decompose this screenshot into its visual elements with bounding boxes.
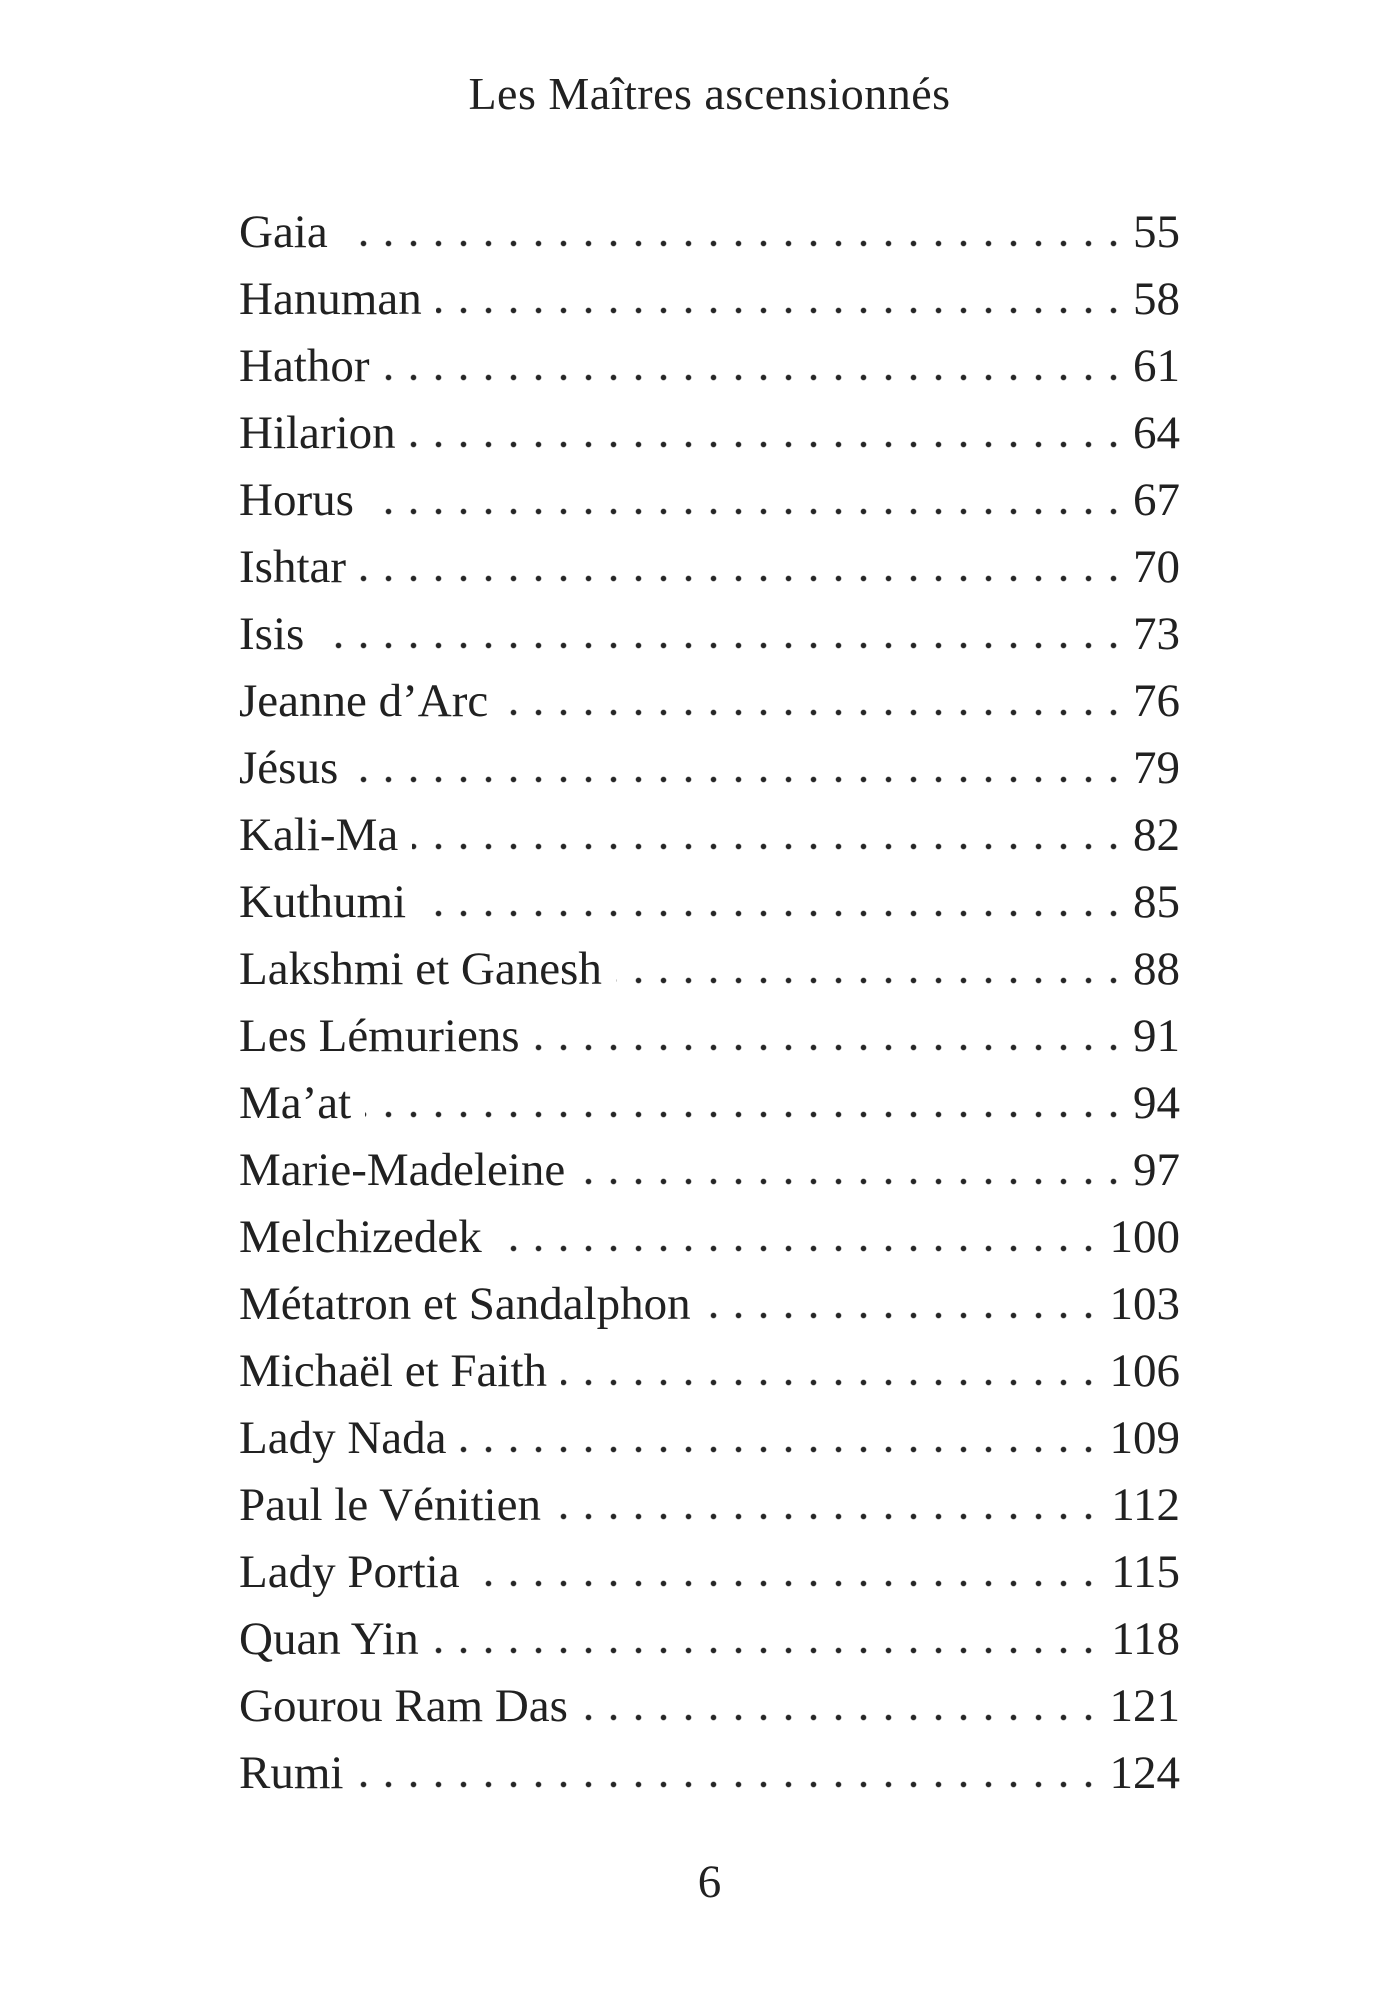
toc-entry [239,802,1180,869]
toc-entry [239,1137,1180,1204]
toc-entry [239,467,1180,534]
toc-entry [239,668,1180,735]
toc-entry [239,936,1180,1003]
toc-entry-title: Paul le Vénitien [239,1472,555,1539]
toc-entry-title: Jeanne d’Arc [239,668,502,735]
toc-entry-title: Kuthumi [239,869,420,936]
toc-entry [239,266,1180,333]
toc-entry [239,1338,1180,1405]
toc-entry-page-number: 58 [1124,266,1180,333]
toc-entry-title: Kali-Ma [239,802,412,869]
toc-entry-title: Jésus [239,735,352,802]
page-number-footer: 6 [697,1856,722,1908]
toc-entry [239,1740,1180,1807]
running-header: Les Maîtres ascensionnés [468,68,951,119]
toc-entry [239,534,1180,601]
toc-entry-page-number: 82 [1124,802,1180,869]
toc-entry-page-number: 88 [1124,936,1180,1003]
toc-entry-title: Rumi [239,1740,357,1807]
toc-entry [239,1673,1180,1740]
toc-entry [239,735,1180,802]
toc-entry-title: Hilarion [239,400,410,467]
toc-entry [239,1606,1180,1673]
toc-entry [239,333,1180,400]
toc-entry-page-number: 100 [1101,1204,1181,1271]
toc-entry-page-number: 76 [1124,668,1180,735]
toc-entry-page-number: 124 [1101,1740,1181,1807]
toc-entry-page-number: 94 [1124,1070,1180,1137]
toc-entry-title: Lakshmi et Ganesh [239,936,616,1003]
toc-entry-page-number: 61 [1124,333,1180,400]
toc-entry-page-number: 115 [1102,1539,1180,1606]
toc-entry [239,869,1180,936]
toc-entry-title: Horus [239,467,368,534]
toc-entry-title: Gaia [239,199,342,266]
toc-entry-page-number: 79 [1124,735,1180,802]
toc-entry [239,199,1180,266]
toc-entry-title: Ma’at [239,1070,365,1137]
toc-entry [239,1271,1180,1338]
toc-entry-page-number: 118 [1102,1606,1180,1673]
toc-entry-page-number: 55 [1124,199,1180,266]
toc-entry [239,601,1180,668]
toc-entry [239,1405,1180,1472]
toc-entry-title: Ishtar [239,534,360,601]
toc-entry-title: Lady Nada [239,1405,460,1472]
toc-entry-page-number: 67 [1124,467,1180,534]
toc-entry [239,1070,1180,1137]
toc-entry-title: Hathor [239,333,384,400]
toc-entry-page-number: 121 [1101,1673,1181,1740]
toc-entry-page-number: 70 [1124,534,1180,601]
toc-entry-page-number: 91 [1124,1003,1180,1070]
toc-entry [239,400,1180,467]
toc-list [239,199,1180,1807]
toc-entry-title: Quan Yin [239,1606,433,1673]
toc-entry [239,1003,1180,1070]
toc-entry-title: Métatron et Sandalphon [239,1271,705,1338]
toc-entry-page-number: 73 [1124,601,1180,668]
toc-entry-page-number: 64 [1124,400,1180,467]
toc-entry-page-number: 106 [1101,1338,1181,1405]
toc-entry [239,1204,1180,1271]
toc-entry-title: Les Lémuriens [239,1003,534,1070]
toc-entry-title: Melchizedek [239,1204,496,1271]
toc-entry-title: Hanuman [239,266,436,333]
toc-entry-title: Michaël et Faith [239,1338,561,1405]
toc-entry-page-number: 103 [1101,1271,1181,1338]
toc-entry-title: Isis [239,601,318,668]
toc-entry-page-number: 97 [1124,1137,1180,1204]
toc-entry-title: Lady Portia [239,1539,474,1606]
toc-entry-title: Marie-Madeleine [239,1137,579,1204]
toc-entry-title: Gourou Ram Das [239,1673,582,1740]
toc-entry [239,1472,1180,1539]
toc-entry [239,1539,1180,1606]
toc-entry-page-number: 112 [1102,1472,1180,1539]
toc-entry-page-number: 85 [1124,869,1180,936]
toc-entry-page-number: 109 [1101,1405,1181,1472]
